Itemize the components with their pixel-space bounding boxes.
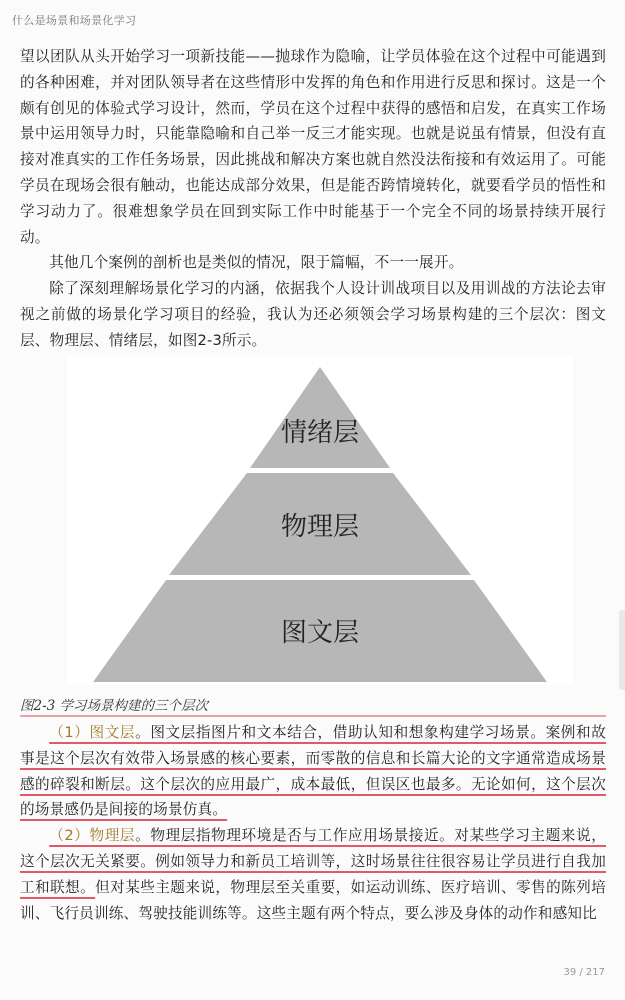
section-2-paragraph: [20, 823, 606, 926]
section-1-paragraph: [20, 720, 606, 823]
book-chapter-title: 什么是场景和场景化学习: [12, 14, 137, 27]
layer-label-physical: 物理层: [280, 512, 360, 542]
body-text-bottom: [20, 720, 606, 926]
page-number: 39 / 217: [563, 967, 605, 978]
section-1-term: （1）图文层: [49, 724, 136, 741]
pyramid-figure: [67, 355, 573, 685]
figure-caption: 图2-3 学习场景构建的三个层次: [20, 698, 209, 714]
paragraph-1: 望以团队从头开始学习一项新技能——抛球作为隐喻，让学员体验在这个过程中可能遇到的各种困难，并对团队领导者在这些情形中发挥的角色和作用进行反思和探讨。这是一个颇有创见的体验式学习设计，然而，学员在这个过程中获得的感悟和启发，在真实工作场景中运用领导力时，只能靠隐喻和自己举一反三才能实现。也就是说虽有情景，但没有直接对准真实的工作任务场景，因此挑战和解决方案也就自然没法衔接和有效运用了。可能学员在现场会很有触动，也能达成部分效果，但是能否跨情境转化，就要看学员的悟性和学习动力了。很难想象学员在回到实际工作中时能基于一个完全不同的场景持续开展行动。: [20, 48, 606, 246]
layer-label-graphic: 图文层: [280, 618, 360, 648]
section-2-body-rest: 但对某些主题来说，物理层至关重要，如运动训练、医疗培训、零售的陈列培训、飞行员训练、驾驶技能训练等。这些主题有两个特点，要么涉及身体的动作和感知比: [20, 878, 606, 922]
caption-underline: [20, 715, 606, 717]
side-scroll-handle[interactable]: [619, 610, 625, 690]
section-2-term: （2）物理层: [49, 827, 136, 845]
section-1-underlined: [20, 724, 606, 818]
paragraph-2: 其他几个案例的剖析也是类似的情况，限于篇幅，不一一展开。: [49, 254, 464, 272]
section-1-body: 。图文层指图片和文本结合，借助认知和想象构建学习场景。案例和故事是这个层次有效带入场景感的核心要素，而零散的信息和长篇大论的文字通常造成场景感的碎裂和断层。这个层次的应用最广，成本最低，但误区也最多。无论如何，这个层次的场景感仍是间接的场景仿真。: [20, 724, 606, 819]
body-text-top: [20, 44, 606, 354]
pyramid-diagram: [67, 355, 573, 685]
paragraph-3: 除了深刻理解场景化学习的内涵，依据我个人设计训战项目以及用训战的方法论去审视之前做的场景化学习项目的经验，我认为还必须领会学习场景构建的三个层次：图文层、物理层、情绪层，如图2-3所示。: [20, 280, 606, 349]
layer-label-emotion: 情绪层: [280, 418, 360, 448]
section-2-body-underlined: 。物理层指物理环境是否与工作应用场景接近。对某些学习主题来说，这个层次无关紧要。例如领导力和新员工培训等，这时场景往往很容易让学员进行自我加工和联想。: [20, 827, 606, 896]
